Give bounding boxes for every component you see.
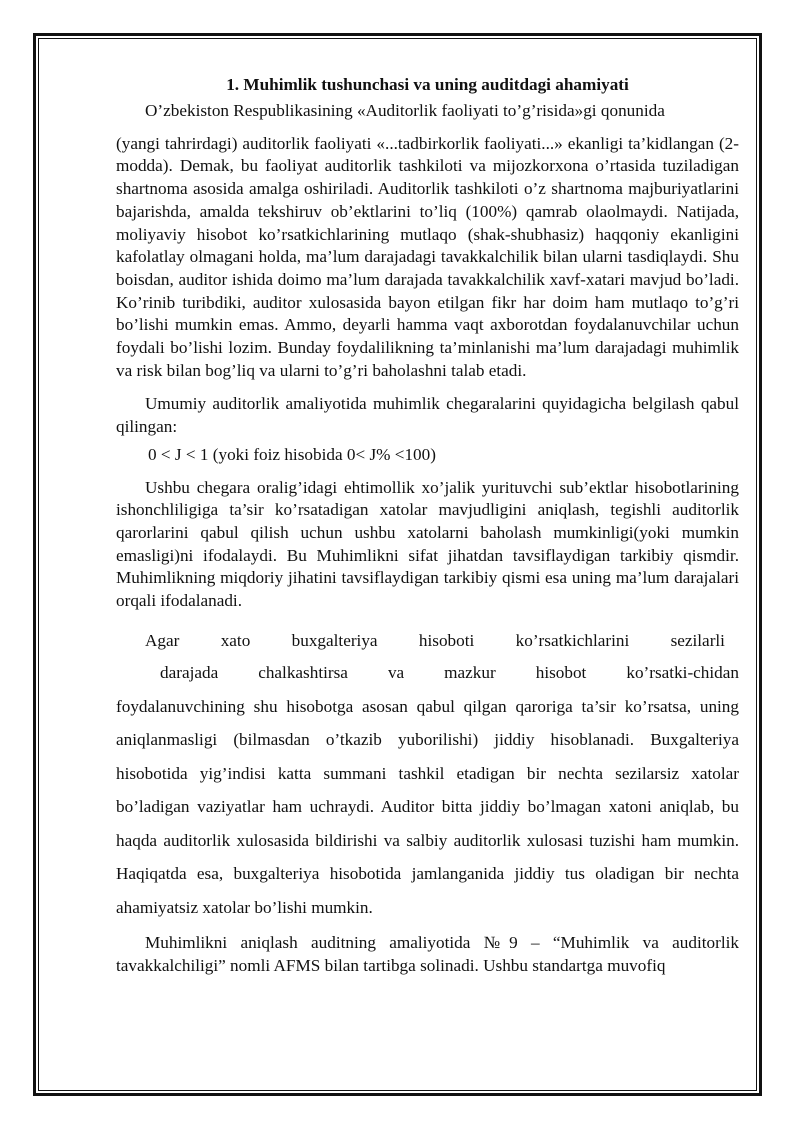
paragraph-4 — [116, 625, 739, 925]
paragraph-4-rest: foydalanuvchining shu hisobotga asosan qabul qilgan qaroriga ta’sir ko’rsatsa, uning aniqlanmasligi (bilmasdan o’tkazib yuborilishi) jiddiy hisoblanadi. Buxgalteriya hisobotida yig’indisi katta summani tashkil etadigan bir nechta sezilarsiz xatolar bo’ladigan vaziyatlar ham uchraydi. Auditor bitta jiddiy bo’lmagan xatoni aniqlab, bu haqda auditorlik xulosasida bildirishi va salbiy auditorlik xulosasi tuzishi ham mumkin. Haqiqatda esa, buxgalteriya hisobotida jamlanganida jiddiy tus oladigan bir nechta ahamiyatsiz xatolar bo’lishi mumkin. — [116, 696, 739, 917]
word: xato — [220, 630, 251, 650]
word: sezilarli — [670, 630, 725, 650]
word: hisobot — [535, 662, 587, 682]
paragraph-5: Muhimlikni aniqlash auditning amaliyotida №9 – “Muhimlik va auditorlik tavakkalchiligi” nomli AFMS bilan tartibga solinadi. Ushbu standartga muvofiq — [116, 933, 739, 975]
formula: 0 < J < 1 (yoki foiz hisobida 0< J% <100) — [148, 444, 436, 464]
word: ko’rsatkichlarini — [515, 630, 630, 650]
word: darajada — [160, 662, 219, 682]
word: mazkur — [444, 662, 496, 682]
word: ko’rsatki-chidan — [626, 662, 739, 682]
paragraph-4-line-1 — [116, 625, 739, 656]
word: hisoboti — [418, 630, 475, 650]
word: Agar — [145, 630, 180, 650]
word: buxgalteriya — [291, 630, 378, 650]
document-body — [116, 72, 739, 978]
intro-line: O’zbekiston Respublikasining «Auditorlik faoliyati to’g’risida»gi qonunida — [145, 101, 665, 120]
paragraph-4-line-2 — [116, 656, 739, 690]
paragraph-3: Ushbu chegara oralig’idagi ehtimollik xo’jalik yurituvchi sub’ektlar hisobotlarining ishonchliligiga ta’sir ko’rsatadigan xatolar mavjudligini aniqlash, tegishli auditorlik qarorlarini qabul qilish uchun ushbu xatolarni baholash mumkinligi(yoki mumkin emasligi)ni ifodalaydi. Bu Muhimlikni sifat jihatdan tavsiflaydigan tarkibiy qismdir. Muhimlikning miqdoriy jihatini tavsiflaydigan tarkibiy qismi esa uning ma’lum darajalari orqali ifodalanadi. — [116, 477, 739, 611]
word: chalkashtirsa — [258, 662, 348, 682]
paragraph-1: (yangi tahrirdagi) auditorlik faoliyati «...tadbirkorlik faoliyati...» ekanligi ta’kidlangan (2-modda). Demak, bu faoliyat auditorlik tashkiloti va mijozkorxona o’rtasida tuziladigan shartnoma asosida amalga oshiriladi. Auditorlik tashkiloti o’z shartnoma majburiyatlarini bajarishda, amalda tekshiruv ob’ektlarini to’liq (100%) qamrab olaolmaydi. Natijada, moliyaviy hisobot ko’rsatkichlarining mutlaqo (shak-shubhasiz) haqqoniy ekanligini kafolatlay olmagani holda, ma’lum darajadagi tavakkalchilik bilan ularni tasdiqlaydi. Shu boisdan, auditor ishida doimo ma’lum darajada tavakkalchilik xavf-xatari mavjud bo’ladi. Ko’rinib turibdiki, auditor xulosasida bayon etilgan fikr har doim ham mutlaqo to’g’ri bo’lishi mumkin emas. Ammo, deyarli hamma vaqt axborotdan foydalanuvchilar uchun foydali bo’lishi lozim. Bunday foydalilikning ta’minlanishi ma’lum darajadagi muhimlik va risk bilan bog’liq va ularni to’g’ri baholashni talab etadi. — [116, 133, 739, 380]
paragraph-2: Umumiy auditorlik amaliyotida muhimlik chegaralarini quyidagicha belgilash qabul qilingan: — [116, 394, 739, 437]
word: va — [387, 662, 405, 682]
section-title: 1. Muhimlik tushunchasi va uning auditdagi ahamiyati — [226, 75, 629, 94]
